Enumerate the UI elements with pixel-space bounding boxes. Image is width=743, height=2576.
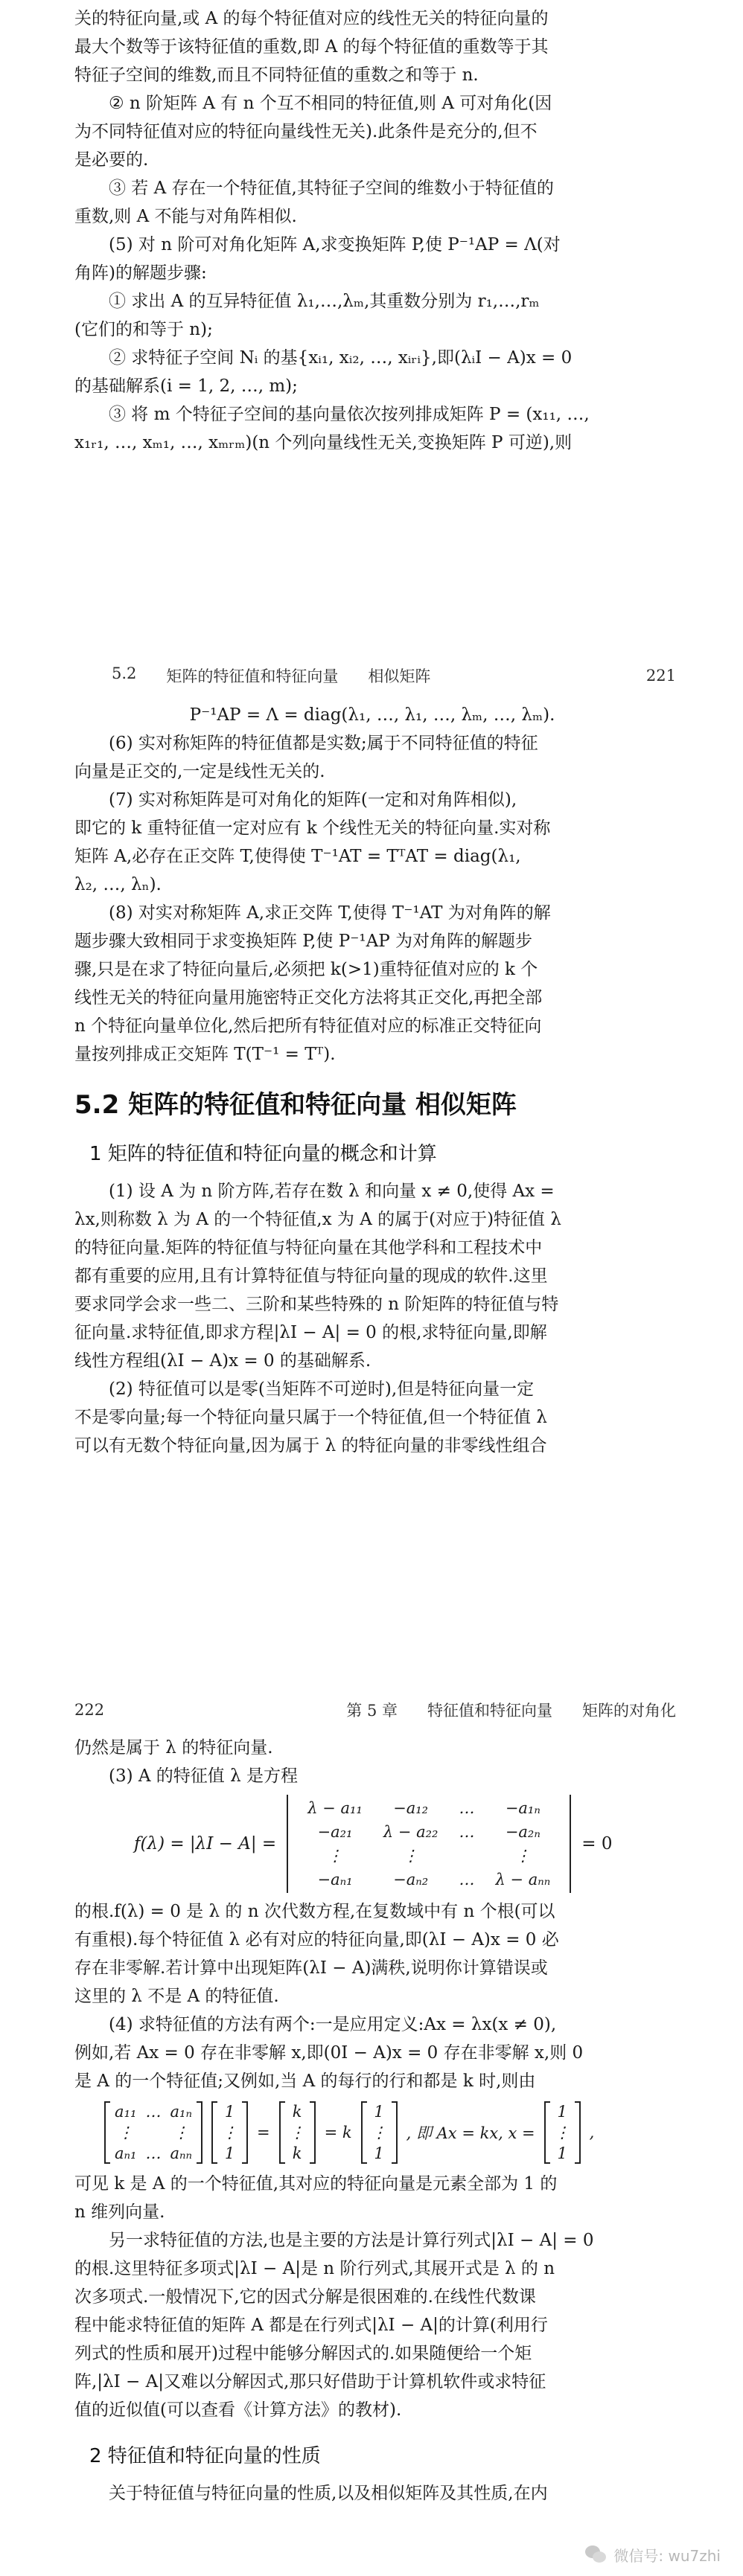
text-line: 线性无关的特征向量用施密特正交化方法将其正交化,再把全部 [74, 988, 543, 1007]
text-line: 是必要的. [74, 150, 149, 170]
formula-line: P⁻¹AP = Λ = diag(λ₁, …, λ₁, …, λₘ, …, λₘ). [189, 705, 555, 725]
text-line: 特征子空间的维数,而且不同特征值的重数之和等于 n. [74, 65, 479, 85]
header-chapter-subtitle: 矩阵的对角化 [582, 1702, 676, 1720]
text-line: 的根.f(λ) = 0 是 λ 的 n 次代数方程,在复数域中有 n 个根(可以 [74, 1902, 555, 1921]
text-line: 量按列排成正交矩阵 T(T⁻¹ = Tᵀ). [74, 1045, 336, 1064]
vector-entry: k [292, 2103, 302, 2121]
text-line: n 维列向量. [74, 2202, 165, 2222]
determinant-entry: λ − a₁₁ [307, 1799, 363, 1817]
matrix-entry: … [145, 2103, 162, 2121]
text-line: 阵,|λI − A|又难以分解因式,那只好借助于计算机软件或求特征 [74, 2372, 546, 2391]
text-line: 最大个数等于该特征值的重数,即 A 的每个特征值的重数等于其 [74, 37, 549, 57]
header-page-number: 221 [645, 667, 676, 685]
text-line: (7) 实对称矩阵是可对角化的矩阵(一定和对角阵相似), [109, 790, 517, 810]
text-line: 不是零向量;每一个特征向量只属于一个特征值,但一个特征值 λ [74, 1408, 547, 1427]
equation-tail: , 即 Ax = kx, x = [406, 2124, 535, 2142]
matrix-entry: ⋮ [118, 2124, 134, 2141]
text-line: ② n 阶矩阵 A 有 n 个互不相同的特征值,则 A 可对角化(因 [109, 94, 552, 113]
subsection-heading: 1 矩阵的特征值和特征向量的概念和计算 [89, 1143, 437, 1165]
text-line: (4) 求特征值的方法有两个:一是应用定义:Ax = λx(x ≠ 0), [109, 2015, 557, 2034]
running-header [112, 661, 676, 691]
text-line: 为不同特征值对应的特征向量线性无关).此条件是充分的,但不 [74, 122, 538, 141]
text-line: ③ 将 m 个特征子空间的基向量依次按列排成矩阵 P = (x₁₁, …, [109, 405, 590, 424]
ones-vector [211, 2101, 248, 2164]
text-line: n 个特征向量单位化,然后把所有特征值对应的标准正交特征向 [74, 1016, 542, 1036]
text-line: 列式的性质和展开)过程中能够分解因式的.如果随便给一个矩 [74, 2344, 532, 2363]
matrix-entry: aₙ₁ [115, 2144, 137, 2162]
text-line: 征向量.求特征值,即求方程|λI − A| = 0 的根,求特征向量,即解 [74, 1323, 547, 1342]
determinant-entry: −a₂₁ [317, 1823, 353, 1841]
text-line: 程中能求特征值的矩阵 A 都是在行列式|λI − A|的计算(利用行 [74, 2316, 548, 2335]
vector-entry: ⋮ [222, 2124, 237, 2141]
determinant-entry: −a₁₂ [393, 1799, 429, 1817]
text-line: ① 求出 A 的互异特征值 λ₁,…,λₘ,其重数分别为 r₁,…,rₘ [109, 292, 540, 311]
text-line: ② 求特征子空间 Nᵢ 的基{xᵢ₁, xᵢ₂, …, xᵢᵣᵢ},即(λᵢI − A)x = 0 [109, 348, 573, 368]
text-line: 重数,则 A 不能与对角阵相似. [74, 207, 297, 226]
determinant-rhs: = 0 [581, 1834, 613, 1853]
determinant-entry: ⋮ [403, 1847, 419, 1865]
text-line: ③ 若 A 存在一个特征值,其特征子空间的维数小于特征值的 [109, 179, 554, 198]
text-line: 另一求特征值的方法,也是主要的方法是计算行列式|λI − A| = 0 [109, 2231, 594, 2250]
wechat-icon [585, 2545, 608, 2565]
determinant [287, 1795, 571, 1893]
determinant-entry: … [459, 1823, 475, 1841]
vector-entry: ⋮ [289, 2124, 305, 2141]
matrix-entry: … [145, 2144, 162, 2162]
header-section-number: 5.2 [112, 664, 137, 682]
determinant-entry: λ − a₂₂ [383, 1823, 439, 1841]
text-line: (它们的和等于 n); [74, 320, 213, 339]
text-line: 题步骤大致相同于求变换矩阵 P,使 P⁻¹AP 为对角阵的解题步 [74, 932, 532, 951]
text-line: 次多项式.一般情况下,它的因式分解是很困难的.在线性代数课 [74, 2287, 536, 2307]
text-line: (5) 对 n 阶可对角化矩阵 A,求变换矩阵 P,使 P⁻¹AP = Λ(对 [109, 235, 561, 254]
subsection-heading: 2 特征值和特征向量的性质 [89, 2445, 321, 2467]
text-line: 都有重要的应用,且有计算特征值与特征向量的现成的软件.这里 [74, 1266, 548, 1286]
page-221 [0, 655, 743, 1496]
text-line: 角阵)的解题步骤: [74, 263, 207, 283]
vector-entry: ⋮ [554, 2124, 570, 2141]
text-line: 的根.这里特征多项式|λI − A|是 n 阶行列式,其展开式是 λ 的 n [74, 2259, 555, 2278]
text-line: 要求同学会求一些二、三阶和某些特殊的 n 阶矩阵的特征值与特 [74, 1295, 559, 1314]
text-line: 有重根).每个特征值 λ 必有对应的特征向量,即(λI − A)x = 0 必 [74, 1930, 559, 1949]
text-line: (6) 实对称矩阵的特征值都是实数;属于不同特征值的特征 [109, 734, 538, 753]
determinant-row [297, 1796, 561, 1820]
vector-entry: 1 [374, 2144, 384, 2162]
text-line: 骤,只是在求了特征向量后,必须把 k(>1)重特征值对应的 k 个 [74, 960, 538, 979]
page-222-body [74, 1734, 670, 2508]
header-section-subtitle: 相似矩阵 [368, 667, 431, 685]
text-line: 这里的 λ 不是 A 的特征值. [74, 1987, 279, 2006]
text-line: (1) 设 A 为 n 阶方阵,若存在数 λ 和向量 x ≠ 0,使得 Ax = [109, 1182, 555, 1201]
determinant-entry: ⋮ [514, 1847, 531, 1865]
determinant-lhs: f(λ) = |λI − A| = [134, 1834, 277, 1853]
vector-entry: 1 [224, 2103, 235, 2121]
running-header [74, 1695, 676, 1725]
equation-mid: = k [324, 2124, 352, 2141]
determinant-entry [448, 1844, 485, 1868]
vector-entry: ⋮ [371, 2124, 387, 2141]
text-line: 即它的 k 重特征值一定对应有 k 个线性无关的特征向量.实对称 [74, 818, 551, 838]
text-line: 关的特征向量,或 A 的每个特征值对应的线性无关的特征向量的 [74, 9, 549, 28]
determinant-entry: −a₁ₙ [505, 1799, 540, 1817]
page-221-body [74, 701, 670, 1460]
matrix-entry: aₙₙ [170, 2144, 192, 2162]
ones-vector [361, 2101, 398, 2164]
page-fragment-top [0, 0, 743, 588]
text-line: 的特征向量.矩阵的特征值与特征向量在其他学科和工程技术中 [74, 1238, 543, 1257]
text-line: 线性方程组(λI − A)x = 0 的基础解系. [74, 1351, 372, 1371]
matrix-entry [141, 2122, 165, 2143]
section-heading: 5.2 矩阵的特征值和特征向量 相似矩阵 [74, 1090, 517, 1120]
text-line: x₁ᵣ₁, …, xₘ₁, …, xₘᵣₘ)(n 个列向量线性无关,变换矩阵 P 可逆),则 [74, 433, 573, 452]
page-222 [0, 1689, 743, 2576]
determinant-row [297, 1820, 561, 1844]
vector-entry: 1 [374, 2103, 384, 2121]
text-line: 存在非零解.若计算中出现矩阵(λI − A)满秩,说明你计算错误或 [74, 1958, 548, 1978]
text-line: 例如,若 Ax = 0 存在非零解 x,即(0I − A)x = 0 存在非零解 x,则 0 [74, 2043, 584, 2063]
vector-entry: k [292, 2144, 302, 2162]
determinant-entry: −aₙ₁ [317, 1871, 353, 1888]
vector-entry: 1 [557, 2103, 567, 2121]
ones-vector [544, 2101, 581, 2164]
text-line: (2) 特征值可以是零(当矩阵不可逆时),但是特征向量一定 [109, 1380, 535, 1399]
determinant-entry: ⋮ [327, 1847, 343, 1865]
watermark [585, 2544, 721, 2566]
text-line: λ₂, …, λₙ). [74, 875, 162, 894]
header-chapter-title: 特征值和特征向量 [427, 1702, 552, 1720]
vector-entry: 1 [224, 2144, 235, 2162]
text-line: 向量是正交的,一定是线性无关的. [74, 762, 325, 781]
matrix-entry: a₁₁ [115, 2103, 137, 2121]
determinant-entry: −aₙ₂ [393, 1871, 429, 1888]
fragment-body [74, 4, 670, 457]
determinant-entry: … [459, 1799, 475, 1817]
determinant-row [297, 1844, 561, 1868]
text-line: 是 A 的一个特征值;又例如,当 A 的每行的行和都是 k 时,则由 [74, 2072, 536, 2091]
text-line: 可见 k 是 A 的一个特征值,其对应的特征向量是元素全部为 1 的 [74, 2174, 558, 2194]
equation-end: , [589, 2124, 595, 2141]
header-page-number: 222 [74, 1701, 105, 1719]
characteristic-determinant [134, 1795, 670, 1893]
text-line: 可以有无数个特征向量,因为属于 λ 的特征向量的非零线性组合 [74, 1436, 547, 1455]
text-line: 仍然是属于 λ 的特征向量. [74, 1738, 273, 1758]
determinant-entry: λ − aₙₙ [495, 1871, 551, 1888]
matrix-entry: a₁ₙ [170, 2103, 192, 2121]
text-line: 关于特征值与特征向量的性质,以及相似矩阵及其性质,在内 [109, 2484, 548, 2503]
matrix-a [104, 2101, 203, 2164]
watermark-text: 微信号: wu7zhi [613, 2547, 721, 2565]
text-line: 矩阵 A,必存在正交阵 T,使得使 T⁻¹AT = TᵀAT = diag(λ₁, [74, 847, 521, 866]
text-line: 值的近似值(可以查看《计算方法》的教材). [74, 2400, 402, 2420]
header-chapter: 第 5 章 [346, 1702, 398, 1720]
matrix-entry: ⋮ [173, 2124, 189, 2141]
row-sum-equation: a₁₁ … a₁ₙ ⋮ ⋮ aₙ₁ … aₙₙ 1 ⋮ 1 = k ⋮ k = k 1 ⋮ 1 , 即 Ax = kx, x = 1 ⋮ 1 , [104, 2101, 670, 2164]
text-line: λx,则称数 λ 为 A 的一个特征值,x 为 A 的属于(对应于)特征值 λ [74, 1210, 561, 1229]
header-section-title: 矩阵的特征值和特征向量 [166, 667, 339, 685]
text-line: (3) A 的特征值 λ 是方程 [109, 1766, 299, 1786]
vector-entry: 1 [557, 2144, 567, 2162]
text-line: 的基础解系(i = 1, 2, …, m); [74, 377, 298, 396]
determinant-row [297, 1868, 561, 1891]
determinant-entry: −a₂ₙ [505, 1823, 540, 1841]
determinant-entry: … [459, 1871, 475, 1888]
text-line: (8) 对实对称矩阵 A,求正交阵 T,使得 T⁻¹AT 为对角阵的解 [109, 903, 551, 923]
k-vector [279, 2101, 316, 2164]
